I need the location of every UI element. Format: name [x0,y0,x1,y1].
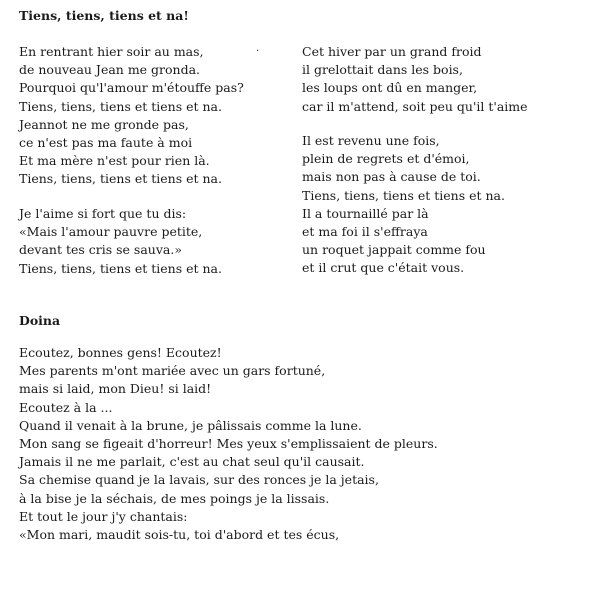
verse-line: car il m'attend, soit peu qu'il t'aime [302,98,528,114]
verse-line: ce n'est pas ma faute à moi [19,134,193,150]
verse-line: Mes parents m'ont mariée avec un gars fortuné, [19,363,326,379]
right-stanza-2 [302,132,505,278]
verse-line: plein de regrets et d'émoi, [302,151,470,167]
verse-line: devant tes cris se sauva.» [19,242,182,258]
verse-line: Ecoutez, bonnes gens! Ecoutez! [19,345,222,360]
verse-line: Et tout le jour j'y chantais: [19,508,188,524]
verse-line: un roquet jappait comme fou [302,242,486,258]
verse-line: Tiens, tiens, tiens et tiens et na. [19,98,222,114]
verse-line: Sa chemise quand je la lavais, sur des ronces je la jetais, [19,472,379,488]
left-stanza-2 [19,205,222,278]
right-stanza-1 [302,43,528,116]
verse-line: à la bise je la séchais, de mes poings je la lissais. [19,490,330,506]
verse-line: et ma foi il s'effraya [302,223,428,239]
verse-line: Quand il venait à la brune, je pâlissais comme la lune. [19,417,362,433]
verse-line: Cet hiver par un grand froid [302,44,482,59]
verse-line: Jeannot ne me gronde pas, [19,116,189,132]
verse-line: Il est revenu une fois, [302,133,440,148]
verse-line: Et ma mère n'est pour rien là. [19,153,210,169]
verse-line: En rentrant hier soir au mas, [19,44,204,59]
verse-line: mais si laid, mon Dieu! si laid! [19,381,212,397]
verse-line: Ecoutez à la ... [19,399,113,415]
verse-line: Jamais il ne me parlait, c'est au chat seul qu'il causait. [19,454,365,470]
verse-line: Tiens, tiens, tiens et tiens et na. [19,171,222,187]
poem-title: Tiens, tiens, tiens et na! [19,8,189,23]
verse-line: de nouveau Jean me gronda. [19,62,201,78]
stray-dot: · [256,46,260,57]
verse-line: Il a tournaillé par là [302,205,429,221]
verse-line: les loups ont dû en manger, [302,80,478,96]
verse-line: il grelottait dans les bois, [302,62,463,78]
left-stanza-1 [19,43,244,189]
doina-stanza [19,344,438,544]
verse-line: mais non pas à cause de toi. [302,169,481,185]
verse-line: Pourquoi qu'l'amour m'étouffe pas? [19,80,244,96]
verse-line: «Mais l'amour pauvre petite, [19,224,203,240]
poem-title-doina: Doina [19,313,61,328]
verse-line: et il crut que c'était vous. [302,260,465,276]
verse-line: Je l'aime si fort que tu dis: [19,206,187,221]
verse-line: «Mon mari, maudit sois-tu, toi d'abord et tes écus, [19,526,340,542]
verse-line: Mon sang se figeait d'horreur! Mes yeux s'emplissaient de pleurs. [19,435,438,451]
verse-line: Tiens, tiens, tiens et tiens et na. [302,187,505,203]
verse-line: Tiens, tiens, tiens et tiens et na. [19,260,222,276]
